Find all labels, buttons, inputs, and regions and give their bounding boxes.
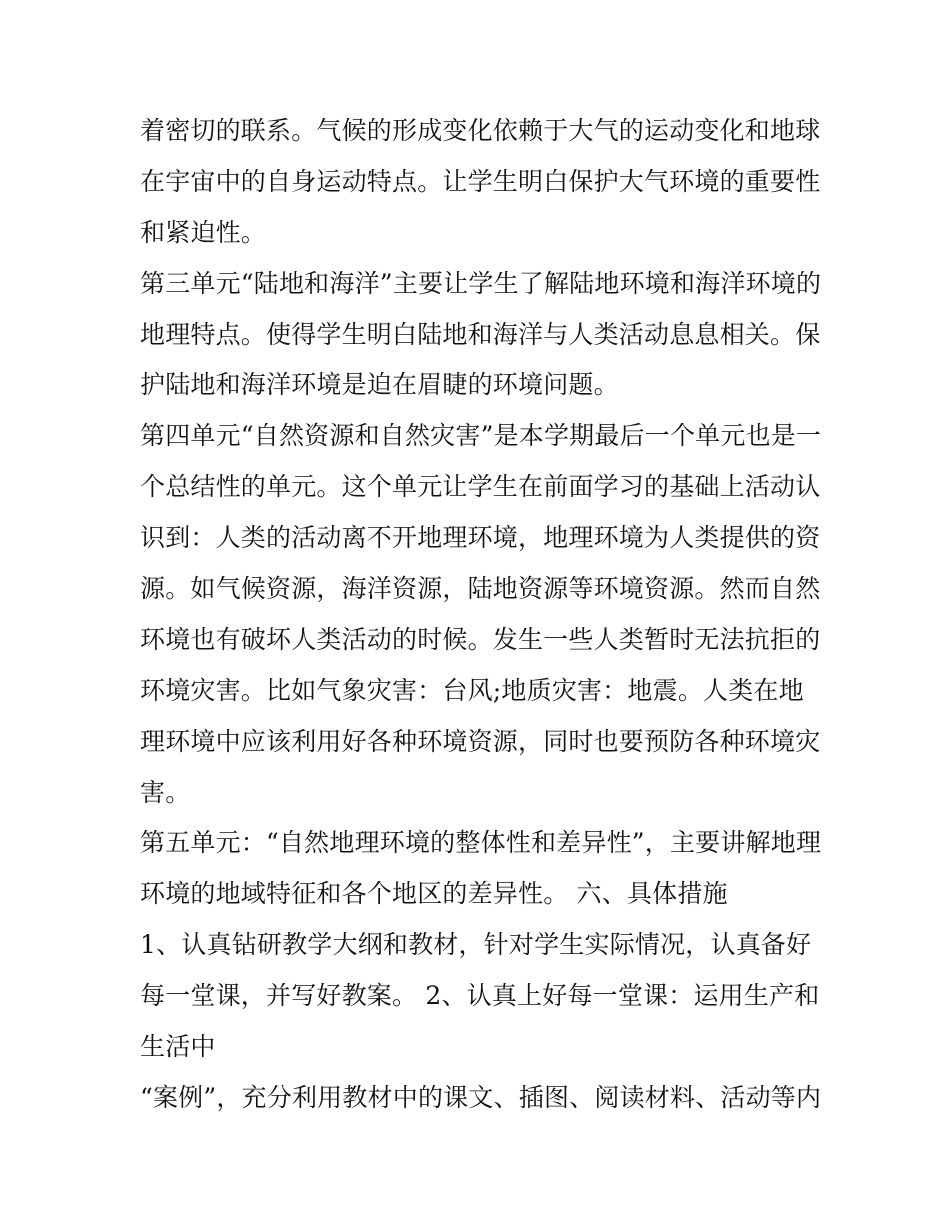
text-line-20: “案例”，充分利用教材中的课文、插图、阅读材料、活动等内 — [140, 1082, 822, 1112]
text-line-4: 第三单元“陆地和海洋”主要让学生了解陆地环境和海洋环境的 — [140, 268, 822, 298]
text-line-2: 在宇宙中的自身运动特点。让学生明白保护大气环境的重要性 — [140, 166, 821, 196]
text-line-1: 着密切的联系。气候的形成变化依赖于大气的运动变化和地球 — [140, 116, 821, 145]
text-line-7: 第四单元“自然资源和自然灾害”是本学期最后一个单元也是一 — [140, 421, 822, 451]
text-line-10: 源。如气候资源，海洋资源，陆地资源等环境资源。然而自然 — [140, 574, 821, 604]
text-line-16: 环境的地域特征和各个地区的差异性。 六、具体措施 — [140, 879, 728, 909]
text-line-12: 环境灾害。比如气象灾害：台风;地质灾害：地震。人类在地 — [140, 675, 804, 705]
text-line-19: 生活中 — [140, 1032, 216, 1062]
body-text — [140, 106, 830, 1124]
text-line-13: 理环境中应该利用好各种环境资源，同时也要预防各种环境灾 — [140, 726, 821, 756]
text-line-9: 识到：人类的活动离不开地理环境，地理环境为人类提供的资 — [140, 523, 821, 553]
text-line-11: 环境也有破坏人类活动的时候。发生一些人类暂时无法抗拒的 — [140, 624, 821, 654]
text-line-5: 地理特点。使得学生明白陆地和海洋与人类活动息息相关。保 — [140, 319, 821, 349]
text-line-15: 第五单元：“自然地理环境的整体性和差异性”，主要讲解地理 — [140, 828, 822, 858]
text-line-18: 每一堂课，并写好教案。 2、认真上好每一堂课：运用生产和 — [140, 981, 820, 1011]
text-line-14: 害。 — [140, 777, 191, 807]
text-line-6: 护陆地和海洋环境是迫在眉睫的环境问题。 — [140, 370, 619, 400]
text-line-8: 个总结性的单元。这个单元让学生在前面学习的基础上活动认 — [140, 472, 821, 502]
text-line-3: 和紧迫性。 — [140, 217, 267, 247]
text-line-17: 1、认真钻研教学大纲和教材，针对学生实际情况，认真备好 — [140, 930, 812, 960]
